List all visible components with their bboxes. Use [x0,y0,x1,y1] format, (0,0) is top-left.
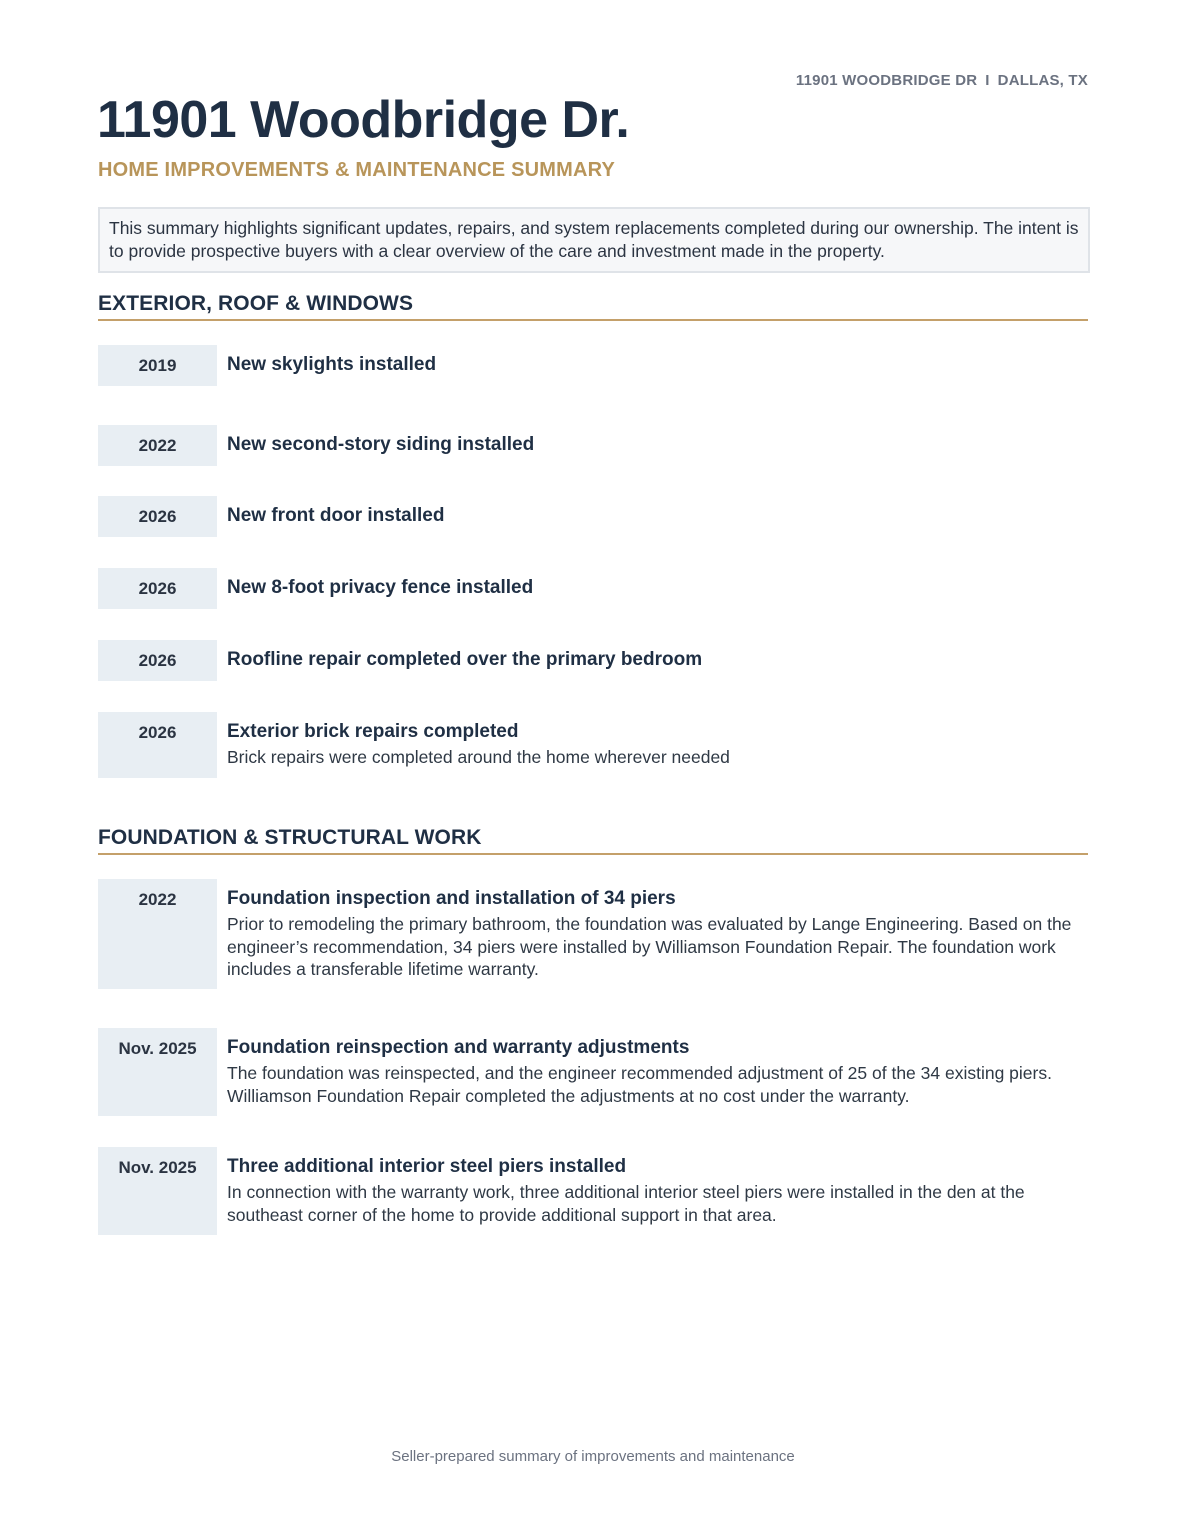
header-address [796,72,1088,89]
entry-title: New 8-foot privacy fence installed [227,577,534,598]
entry-date: 2026 [98,712,217,778]
entry-title: Roofline repair completed over the primary bedroom [227,649,703,670]
entry-date: 2022 [98,879,217,989]
page-subtitle: HOME IMPROVEMENTS & MAINTENANCE SUMMARY [98,159,616,181]
city-state: DALLAS, TX [997,72,1088,89]
entry-description: Brick repairs were completed around the home wherever needed [227,747,730,767]
section-heading: EXTERIOR, ROOF & WINDOWS [98,292,1088,321]
section-heading: FOUNDATION & STRUCTURAL WORK [98,826,1088,855]
timeline-entry [98,640,1088,681]
intro-summary-box: This summary highlights significant updates, repairs, and system replacements completed during our ownership. The intent is to provide prospective buyers with a clear overview of the care and investment made in the property. [98,207,1090,273]
entry-date: Nov. 2025 [98,1028,217,1116]
entry-date: 2019 [98,345,217,386]
entry-description: Prior to remodeling the primary bathroom, the foundation was evaluated by Lange Engineering. Based on the engineer’s recommendation, 34 piers were installed by Williamson Foundation Repair. The foundation work includes a transferable lifetime warranty. [227,914,1072,979]
entry-date: 2026 [98,568,217,609]
timeline-entry [98,345,1088,386]
entry-content [217,1028,1077,1116]
entry-date: Nov. 2025 [98,1147,217,1235]
entry-title: Exterior brick repairs completed [227,721,519,742]
timeline-entry [98,568,1088,609]
entry-description: In connection with the warranty work, three additional interior steel piers were installed in the den at the southeast corner of the home to provide additional support in that area. [227,1182,1025,1225]
timeline-entry [98,425,1088,466]
entry-content [217,640,702,681]
entry-title: Foundation reinspection and warranty adjustments [227,1037,690,1058]
address-line: 11901 WOODBRIDGE DR [795,72,978,89]
page-title: 11901 Woodbridge Dr. [97,91,630,149]
entry-content [217,568,533,609]
section-foundation [98,826,1088,1225]
entry-title: Three additional interior steel piers installed [227,1156,627,1177]
timeline-entry [98,879,1088,989]
timeline-entry [98,1147,1088,1235]
entry-content [217,496,444,537]
timeline-entry [98,496,1088,537]
entry-title: New second-story siding installed [227,434,535,455]
page-footer: Seller-prepared summary of improvements and maintenance [391,1448,795,1465]
section-exterior [98,292,1088,767]
address-separator: I [985,72,990,89]
entry-description: The foundation was reinspected, and the engineer recommended adjustment of 25 of the 34 existing piers. Williamson Foundation Repair completed the adjustments at no cost under the warranty. [227,1063,1052,1106]
entry-content [217,1147,1077,1235]
timeline-entry [98,1028,1088,1116]
entry-date: 2022 [98,425,217,466]
entry-date: 2026 [98,640,217,681]
entry-content [217,345,436,386]
entry-title: New front door installed [227,505,445,526]
entry-title: New skylights installed [227,354,437,375]
entry-content [217,879,1077,989]
entry-date: 2026 [98,496,217,537]
entry-content [217,425,534,466]
entry-content [217,712,1077,778]
timeline-entry [98,712,1088,778]
entry-title: Foundation inspection and installation of 34 piers [227,888,676,909]
